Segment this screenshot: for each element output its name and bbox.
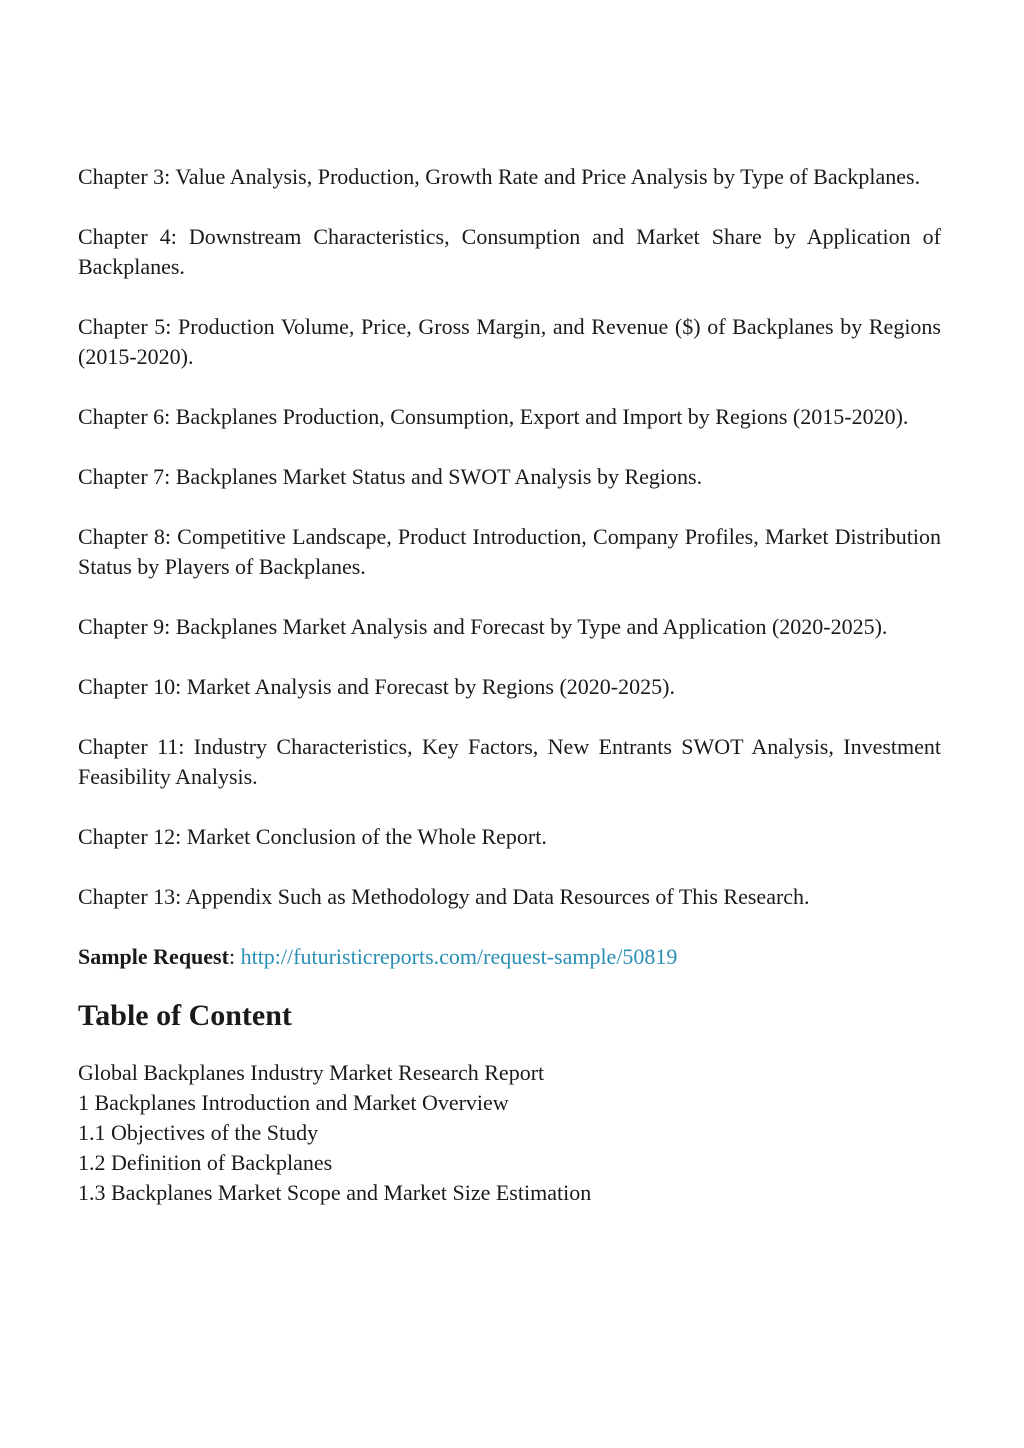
toc-item: 1.3 Backplanes Market Scope and Market Size Estimation	[78, 1180, 592, 1205]
sample-request-link[interactable]: http://futuristicreports.com/request-sample/50819	[240, 944, 678, 969]
sample-request-label: Sample Request	[78, 944, 229, 969]
chapter-11-paragraph: Chapter 11: Industry Characteristics, Key Factors, New Entrants SWOT Analysis, Investment Feasibility Analysis.	[78, 734, 941, 789]
sample-request-line	[78, 942, 941, 972]
toc-list	[78, 1058, 941, 1208]
chapter-3-paragraph: Chapter 3: Value Analysis, Production, Growth Rate and Price Analysis by Type of Backplanes.	[78, 164, 921, 189]
chapter-6-paragraph: Chapter 6: Backplanes Production, Consumption, Export and Import by Regions (2015-2020).	[78, 404, 909, 429]
document-page	[78, 162, 941, 1208]
chapter-7-paragraph: Chapter 7: Backplanes Market Status and SWOT Analysis by Regions.	[78, 464, 703, 489]
chapter-10-paragraph: Chapter 10: Market Analysis and Forecast by Regions (2020-2025).	[78, 674, 675, 699]
sample-request-separator: :	[228, 944, 241, 969]
chapter-8-paragraph: Chapter 8: Competitive Landscape, Product Introduction, Company Profiles, Market Distribution Status by Players of Backplanes.	[78, 524, 941, 579]
toc-heading: Table of Content	[78, 999, 292, 1032]
chapter-4-paragraph: Chapter 4: Downstream Characteristics, Consumption and Market Share by Application of Backplanes.	[78, 224, 941, 279]
toc-item: 1 Backplanes Introduction and Market Overview	[78, 1090, 509, 1115]
toc-item: 1.2 Definition of Backplanes	[78, 1150, 333, 1175]
chapter-5-paragraph: Chapter 5: Production Volume, Price, Gross Margin, and Revenue ($) of Backplanes by Regions (2015-2020).	[78, 314, 941, 369]
chapter-9-paragraph: Chapter 9: Backplanes Market Analysis and Forecast by Type and Application (2020-2025).	[78, 614, 888, 639]
toc-item: 1.1 Objectives of the Study	[78, 1120, 319, 1145]
chapter-13-paragraph: Chapter 13: Appendix Such as Methodology and Data Resources of This Research.	[78, 884, 810, 909]
chapter-12-paragraph: Chapter 12: Market Conclusion of the Whole Report.	[78, 824, 547, 849]
toc-item: Global Backplanes Industry Market Research Report	[78, 1060, 545, 1085]
